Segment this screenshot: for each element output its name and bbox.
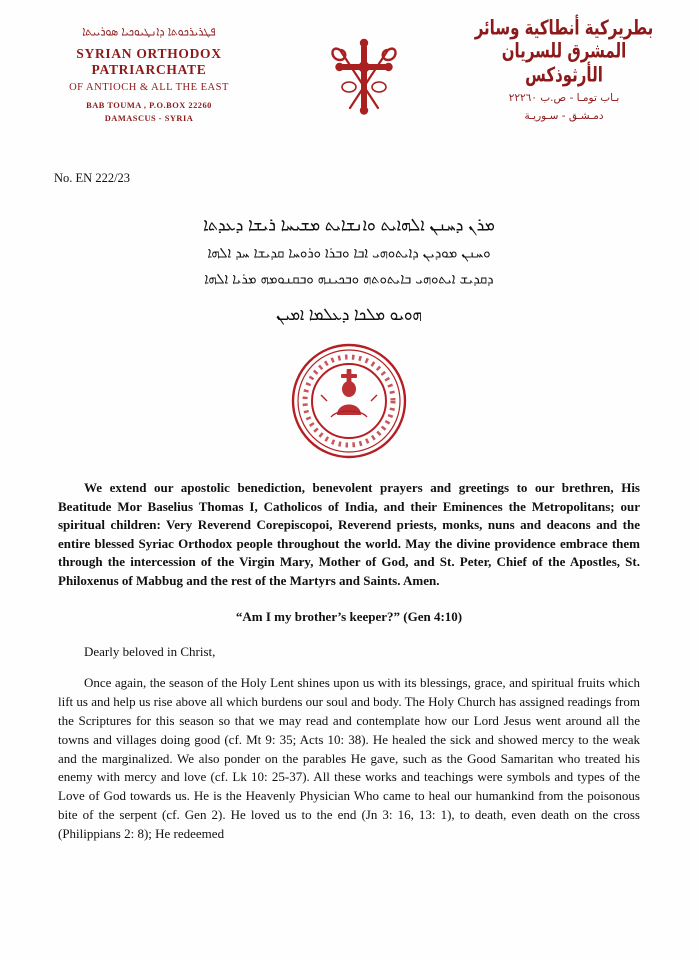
- seal-container: [0, 343, 698, 459]
- reference-number: No. EN 222/23: [54, 171, 131, 186]
- patriarchal-crest-crosier-cross-icon: [316, 30, 412, 116]
- syriac-line: ܗܘܝܘ ܡܠܟܐ ܕܥܠܡܐ ܐܡܝܢ: [276, 304, 422, 325]
- institution-title: SYRIAN ORTHODOX PATRIARCHATE: [76, 46, 222, 77]
- letterhead-right: [464, 15, 664, 125]
- address-line-2: DAMASCUS - SYRIA: [104, 114, 194, 124]
- body-paragraph-1: Once again, the season of the Holy Lent shines upon us with its blessings, grace, and spiritual fruits which lift us and help us rise above all which burdens our soul and body. The Holy Church has assigned readings from the Scriptures for this season so that we may read and contemplate how our Lord Jesus went around all the towns and villages doing good (cf. Mt 9: 35; Acts 10: 38). He healed the sick and showed mercy to the weak and the marginalized. We also ponder on the parables He gave, such as the Good Samaritan who treated his enemy with mercy and love (cf. Lk 10: 25-37). All these works and teachings were symbols and types of the Love of God towards us. He is the Heavenly Physician Who came to heal our humankind from the poisonous bite of the serpent (cf. Gen 2). He loved us to the end (Jn 3: 16, 13: 1), to death, even death on the cross (Philippians 2: 8); He redeemed: [58, 675, 640, 841]
- letterhead: [0, 0, 698, 125]
- institution-subtitle: OF ANTIOCH & ALL THE EAST: [69, 82, 229, 93]
- syriac-invocation-block: [0, 210, 698, 329]
- syriac-line: ܕܩܕܝܫ ܐܝܬܘܗܝ ܒܐܝܬܘܬܗ ܘܒܟܝܢܗ ܘܒܩܢܘܡܗ ܡܪܝܐ ܐܠܗܐ: [204, 271, 494, 289]
- syriac-line: ܘܚܢܢ ܡܘܕܝܢ ܕܐܝܬܘܗܝ ܐܒܐ ܘܒܪܐ ܘܪܘܚܐ ܩܕܝܫܐ ܚܕ ܐܠܗܐ: [207, 245, 491, 263]
- arabic-address-line-1: بـاب تومـا - ص.ب ٢٢٢٦٠: [508, 91, 620, 104]
- syriac-institution-name: ܦܛܪܝܪܟܘܬܐ ܕܐܢܛܝܘܟܝܐ ܣܘܪܝܝܬܐ: [82, 24, 216, 40]
- arabic-address-line-2: دمـشـق - سـوريـة: [524, 109, 604, 122]
- benediction-paragraph: We extend our apostolic benediction, benevolent prayers and greetings to our brethren, His Beatitude Mor Baselius Thomas I, Catholicos of India, and their Eminences the Metropolitans; our spiritual children: Very Reverend Corepiscopoi, Reverend priests, monks, nuns and deacons and the entire blessed Syriac Orthodox people throughout the world. May the divine providence embrace them through the intercession of the Virgin Mary, Mother of God, and St. Peter, Chief of the Apostles, St. Philoxenus of Mabbug and the rest of the Martyrs and Saints. Amen.: [58, 480, 640, 588]
- syriac-line: ܡܪܢ ܕܚܢܢ ܐܠܗܐܝܬ ܘܐܢܫܐܝܬ ܡܫܝܚܐ ܪܝܫܐ ܕܥܕܬܐ: [203, 215, 495, 236]
- salutation: Dearly beloved in Christ,: [84, 644, 216, 660]
- letterhead-center: [289, 26, 439, 116]
- letterhead-left: [34, 26, 264, 125]
- patriarchal-round-seal-icon: [291, 343, 407, 459]
- letter-body: [0, 479, 698, 843]
- scripture-verse: “Am I my brother’s keeper?” (Gen 4:10): [235, 609, 463, 625]
- address-line-1: BAB TOUMA , P.O.BOX 22260: [86, 101, 212, 110]
- arabic-calligraphy-title: بطريركية أنطاكية وسائر المشرق للسريان الأرثوذكس: [474, 15, 654, 87]
